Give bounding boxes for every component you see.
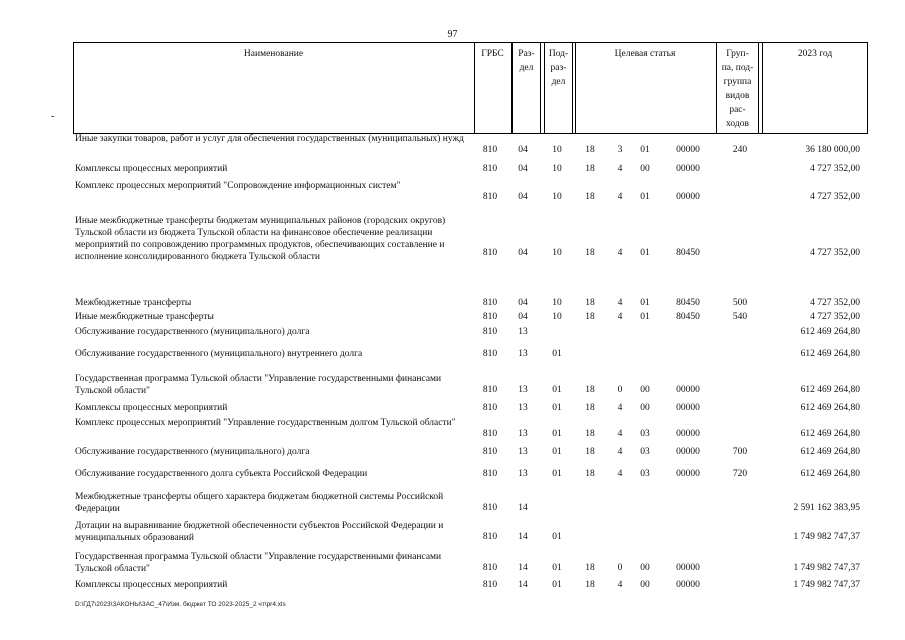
cell-amount: 612 469 264,80 (800, 349, 860, 359)
cell-grbs: 810 (482, 349, 498, 359)
table-row (0, 520, 905, 548)
cell-t1: 18 (585, 447, 595, 457)
header-group-line: группа (723, 77, 752, 87)
cell-t4: 00000 (676, 145, 700, 155)
header-grbs: ГРБС (481, 49, 504, 59)
cell-pr: 01 (552, 532, 562, 542)
cell-pr: 10 (552, 192, 562, 202)
cell-pr: 01 (552, 469, 562, 479)
table-row (0, 446, 905, 458)
cell-amount: 1 749 982 747,37 (793, 580, 860, 590)
cell-rz: 13 (518, 403, 528, 413)
cell-amount: 4 727 352,00 (810, 248, 860, 258)
margin-mark: - (51, 111, 55, 122)
cell-t3: 00 (640, 580, 650, 590)
cell-t2: 4 (617, 447, 623, 457)
cell-grbs: 810 (482, 312, 498, 322)
cell-t1: 18 (585, 429, 595, 439)
cell-t4: 00000 (676, 429, 700, 439)
cell-t2: 4 (617, 248, 623, 258)
cell-t3: 01 (640, 145, 650, 155)
cell-t2: 4 (617, 403, 623, 413)
row-name: Иные межбюджетные трансферты (75, 312, 214, 322)
table-row (0, 468, 905, 480)
cell-pr: 01 (552, 580, 562, 590)
header-podrazdel-line: Под- (548, 49, 569, 59)
cell-t4: 00000 (676, 469, 700, 479)
row-name: Иные закупки товаров, работ и услуг для обеспечения государственных (муниципальных) нужд (75, 134, 464, 144)
cell-rz: 13 (518, 469, 528, 479)
cell-t1: 18 (585, 563, 595, 573)
cell-t3: 01 (640, 312, 650, 322)
table-row (0, 579, 905, 591)
cell-amount: 4 727 352,00 (810, 192, 860, 202)
cell-rz: 04 (518, 145, 528, 155)
cell-t4: 80450 (676, 298, 700, 308)
cell-t3: 00 (640, 403, 650, 413)
cell-amount: 612 469 264,80 (800, 403, 860, 413)
cell-grbs: 810 (482, 192, 498, 202)
cell-amount: 1 749 982 747,37 (793, 563, 860, 573)
cell-amount: 4 727 352,00 (810, 164, 860, 174)
table-row (0, 163, 905, 175)
table-row (0, 373, 905, 401)
cell-t2: 4 (617, 580, 623, 590)
cell-t1: 18 (585, 298, 595, 308)
file-path-footer: D:\ГД7\2023\ЗАКОНЫ\ЗАС_47\Изм. бюджет ТО 2023-2025_2 чт\pr4.xls (75, 601, 286, 608)
cell-t3: 03 (640, 447, 650, 457)
cell-t3: 01 (640, 298, 650, 308)
header-podrazdel-line: дел (551, 77, 566, 87)
header-group-line: па, под- (721, 63, 754, 73)
table-row (0, 326, 905, 338)
row-name: Комплекс процессных мероприятий "Сопровождение информационных систем" (75, 181, 401, 191)
cell-t1: 18 (585, 164, 595, 174)
cell-amount: 612 469 264,80 (800, 429, 860, 439)
cell-t1: 18 (585, 580, 595, 590)
cell-t4: 00000 (676, 447, 700, 457)
cell-rz: 04 (518, 192, 528, 202)
header-target-article: Целевая статья (614, 49, 676, 59)
table-row (0, 348, 905, 360)
cell-t4: 80450 (676, 312, 700, 322)
cell-t2: 4 (617, 469, 623, 479)
header-group-line: ходов (726, 119, 749, 129)
cell-pr: 01 (552, 349, 562, 359)
cell-rz: 14 (518, 563, 528, 573)
table-row (0, 133, 905, 161)
row-name: Комплексы процессных мероприятий (75, 580, 228, 590)
cell-pr: 01 (552, 429, 562, 439)
cell-grbs: 810 (482, 327, 498, 337)
cell-rz: 13 (518, 349, 528, 359)
cell-rz: 04 (518, 298, 528, 308)
cell-grbs: 810 (482, 532, 498, 542)
header-group-line: Груп- (726, 49, 749, 59)
cell-grbs: 810 (482, 145, 498, 155)
header-group-line: рас- (729, 105, 746, 115)
cell-t4: 00000 (676, 403, 700, 413)
cell-pr: 01 (552, 563, 562, 573)
row-name: Обслуживание государственного долга субъекта Российской Федерации (75, 469, 368, 479)
cell-t1: 18 (585, 469, 595, 479)
cell-rz: 14 (518, 503, 528, 513)
table-row (0, 180, 905, 208)
table-row (0, 215, 905, 285)
cell-pr: 01 (552, 447, 562, 457)
cell-vr: 540 (732, 312, 748, 322)
cell-t3: 00 (640, 563, 650, 573)
cell-grbs: 810 (482, 385, 498, 395)
cell-vr: 720 (732, 469, 748, 479)
cell-t4: 00000 (676, 192, 700, 202)
cell-t4: 00000 (676, 385, 700, 395)
cell-t3: 03 (640, 469, 650, 479)
cell-grbs: 810 (482, 503, 498, 513)
cell-t1: 18 (585, 192, 595, 202)
cell-rz: 13 (518, 385, 528, 395)
cell-grbs: 810 (482, 563, 498, 573)
row-name: Государственная программа Тульской области "Управление государственными финансами Тульской области" (75, 374, 442, 396)
cell-t2: 4 (617, 164, 623, 174)
cell-t2: 0 (617, 385, 623, 395)
header-podrazdel-line: раз- (550, 63, 567, 73)
cell-pr: 01 (552, 385, 562, 395)
cell-amount: 612 469 264,80 (800, 469, 860, 479)
cell-vr: 240 (732, 145, 748, 155)
page-number: 97 (447, 29, 458, 40)
cell-rz: 14 (518, 532, 528, 542)
cell-t1: 18 (585, 312, 595, 322)
cell-amount: 4 727 352,00 (810, 312, 860, 322)
row-name: Обслуживание государственного (муниципального) внутреннего долга (75, 349, 363, 359)
row-name: Межбюджетные трансферты общего характера бюджетам бюджетной системы Российской Федерации (75, 492, 444, 514)
header-razdel-line: дел (519, 63, 534, 73)
table-row (0, 551, 905, 579)
cell-amount: 1 749 982 747,37 (793, 532, 860, 542)
cell-t1: 18 (585, 145, 595, 155)
cell-grbs: 810 (482, 298, 498, 308)
header-razdel-line: Раз- (518, 49, 535, 59)
cell-t4: 00000 (676, 164, 700, 174)
cell-pr: 10 (552, 164, 562, 174)
cell-t1: 18 (585, 248, 595, 258)
header-group-line: видов (725, 91, 750, 101)
cell-t3: 00 (640, 164, 650, 174)
cell-pr: 10 (552, 298, 562, 308)
cell-grbs: 810 (482, 429, 498, 439)
row-name: Иные межбюджетные трансферты бюджетам муниципальных районов (городских округов) Тульской области из бюджета Тульской области на финансовое обеспечение реализации мероприятий по сопровождению программных продуктов, обеспечивающих составление и исполнение консолидированного бюджета Тульской области (75, 216, 446, 262)
cell-amount: 612 469 264,80 (800, 447, 860, 457)
cell-t2: 4 (617, 429, 623, 439)
row-name: Межбюджетные трансферты (75, 298, 192, 308)
cell-amount: 2 591 162 383,95 (793, 503, 860, 513)
table-row (0, 297, 905, 309)
cell-grbs: 810 (482, 164, 498, 174)
cell-pr: 10 (552, 248, 562, 258)
header-name: Наименование (243, 49, 304, 59)
cell-grbs: 810 (482, 580, 498, 590)
cell-rz: 13 (518, 429, 528, 439)
header-year: 2023 год (797, 49, 833, 59)
cell-t4: 00000 (676, 563, 700, 573)
row-name: Государственная программа Тульской области "Управление государственными финансами Тульской области" (75, 552, 442, 574)
row-name: Комплексы процессных мероприятий (75, 403, 228, 413)
cell-t3: 03 (640, 429, 650, 439)
cell-t2: 4 (617, 312, 623, 322)
cell-rz: 13 (518, 447, 528, 457)
cell-t2: 0 (617, 563, 623, 573)
row-name: Обслуживание государственного (муниципального) долга (75, 327, 310, 337)
cell-t3: 01 (640, 192, 650, 202)
row-name: Комплекс процессных мероприятий "Управление государственным долгом Тульской области" (75, 418, 456, 428)
cell-t1: 18 (585, 385, 595, 395)
row-name: Обслуживание государственного (муниципального) долга (75, 447, 310, 457)
cell-rz: 13 (518, 327, 528, 337)
cell-pr: 10 (552, 312, 562, 322)
cell-pr: 10 (552, 145, 562, 155)
cell-vr: 700 (732, 447, 748, 457)
cell-grbs: 810 (482, 469, 498, 479)
table-row (0, 402, 905, 414)
row-name: Комплексы процессных мероприятий (75, 164, 228, 174)
cell-grbs: 810 (482, 403, 498, 413)
cell-grbs: 810 (482, 447, 498, 457)
table-row (0, 417, 905, 445)
cell-rz: 04 (518, 248, 528, 258)
cell-rz: 04 (518, 312, 528, 322)
cell-t1: 18 (585, 403, 595, 413)
cell-t2: 4 (617, 298, 623, 308)
cell-pr: 01 (552, 403, 562, 413)
cell-t2: 4 (617, 192, 623, 202)
row-name: Дотации на выравнивание бюджетной обеспеченности субъектов Российской Федерации и муниципальных образований (75, 521, 444, 543)
cell-amount: 36 180 000,00 (805, 145, 860, 155)
cell-rz: 14 (518, 580, 528, 590)
cell-amount: 612 469 264,80 (800, 385, 860, 395)
cell-t4: 80450 (676, 248, 700, 258)
cell-vr: 500 (732, 298, 748, 308)
cell-grbs: 810 (482, 248, 498, 258)
cell-rz: 04 (518, 164, 528, 174)
cell-amount: 4 727 352,00 (810, 298, 860, 308)
cell-t3: 00 (640, 385, 650, 395)
cell-t3: 01 (640, 248, 650, 258)
table-row (0, 491, 905, 519)
cell-amount: 612 469 264,80 (800, 327, 860, 337)
table-row (0, 311, 905, 323)
cell-t2: 3 (617, 145, 623, 155)
cell-t4: 00000 (676, 580, 700, 590)
